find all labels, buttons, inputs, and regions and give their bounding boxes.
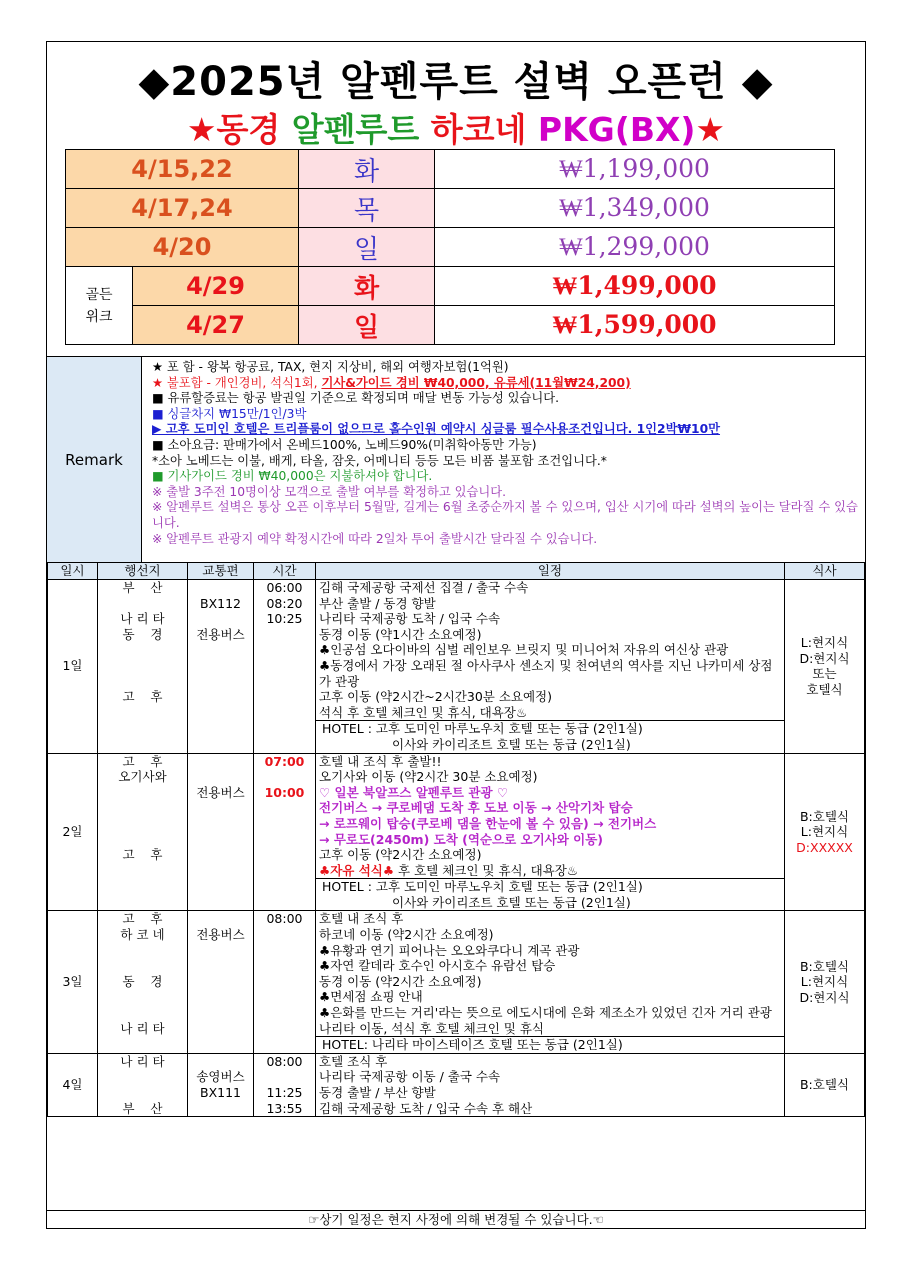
footer-note: ☞상기 일정은 현지 사정에 의해 변경될 수 있습니다.☜ — [47, 1210, 865, 1228]
star-icon: ★ — [695, 110, 726, 149]
price-row: 4/17,24 목 ₩1,349,000 — [66, 189, 835, 228]
star-icon: ★ — [186, 110, 217, 149]
remark-list: ★ 포 함 - 왕복 항공료, TAX, 현지 지상비, 해외 여행자보험(1억원) ★ 불포함 - 개인경비, 석식1회, 기사&가이드 경비 ₩40,000, 유류세(11월₩24,200) ■ 유류할증료는 항공 발권일 기준으로 확정되며 매달 변동 가능성 있습니다. ■ 싱글차지 ₩15만/1인/3박 ▶ 고후 도미인 호텔은 트리플룸이 없으므로 홀수인원 예약시 싱글룸 필수사용조건입니다. 1인2박₩10만 ■ 소아요금: 판매가에서 온베드100%, 노베드90%(미취학아동만 가능) *소아 노베드는 이불, 배게, 타올, 잠옷, 어메니티 등등 모든 비품 불포함 조건입니다.* ■ 기사가이드 경비 ₩40,000은 지불하셔야 합니다. ※ 출발 3주전 10명이상 모객으로 출발 여부를 확정하고 있습니다. ※ 알펜루트 설벽은 통상 오픈 이후부터 5월말, 길게는 6월 초중순까지 볼 수 있으며, 입산 시기에 따라 설벽의 높이는 달라질 수 있습니다. ※ 알펜루트 관광지 예약 확정시간에 따라 2일차 투어 출발시간 달라질 수 있습니다. — [152, 360, 858, 546]
itinerary-table — [47, 562, 865, 1117]
table-header: 일시 행선지 교통편 시간 일정 식사 — [48, 563, 865, 580]
remark-section — [47, 356, 865, 563]
remark-label: Remark — [47, 357, 142, 563]
itinerary-sheet — [46, 41, 866, 1229]
table-row: 2일 고 후 오기사와 고 후 전용버스 07:00 10:00 호텔 내 조식 후 출발!! 오기사와 이동 (약2시간 30분 소요예정) ♡ 일본 북알프스 알펜루트 관광 ♡ 전기버스 → 쿠로베댐 도착 후 도보 이동 → 산악기차 탑승 → 로프웨이 탑승(쿠로베 댐을 한눈에 볼 수 있음) → 전기버스 → 무로도(2450m) 도착 (역순으로 오기사와 이동) 고후 이동 (약2시간 소요예정) ♣자유 석식♣ 후 호텔 체크인 및 휴식, 대욕장♨ B:호텔식 L:현지식 D:XXXXX — [48, 753, 865, 879]
page-subtitle: ★동경 알펜루트 하코네 PKG(BX)★ — [186, 110, 726, 149]
price-row-golden: 골든 위크 4/29 화 ₩1,499,000 — [66, 267, 835, 306]
hotel-row: HOTEL : 고후 도미인 마루노우치 호텔 또는 동급 (2인1실) 이사와 카이리조트 호텔 또는 동급 (2인1실) — [48, 721, 865, 753]
page-title: ◆2025년 알펜루트 설벽 오픈런 ◆ — [138, 59, 774, 105]
price-table — [65, 149, 835, 345]
table-row: 4일 나 리 타 부 산 송영버스 BX111 08:00 11:25 13:55 호텔 조식 후 나리타 국제공항 이동 / 출국 수속 동경 출발 / 부산 향발 김해 국제공항 도착 / 입국 수속 후 해산 B:호텔식 — [48, 1053, 865, 1116]
table-row: 1일 부 산 나 리 타 동 경 고 후 BX112 전용버스 06:00 08:20 10:25 김해 국제공항 국제선 집결 / 출국 수속 부산 출발 / 동경 향발 나리타 국제공항 도착 / 입국 수속 동경 이동 (약1시간 소요예정) ♣인공섬 오다이바의 심벌 레인보우 브릿지 및 미니어처 자유의 여신상 관광 ♣동경에서 가장 오래된 절 아사쿠사 센소지 및 천여년의 역사를 지닌 나카미세 상점가 관광 고후 이동 (약2시간~2시간30분 소요예정) 석식 후 호텔 체크인 및 휴식, 대욕장♨ L:현지식 D:현지식 또는 호텔식 — [48, 580, 865, 721]
price-row-golden: 4/27 일 ₩1,599,000 — [66, 306, 835, 345]
golden-week-label: 골든 위크 — [66, 267, 133, 345]
table-row: 3일 고 후 하 코 네 동 경 나 리 타 전용버스 08:00 호텔 내 조식 후 하코네 이동 (약2시간 소요예정) ♣유황과 연기 피어나는 오오와쿠다니 계곡 관광 ♣자연 칼데라 호수인 아시호수 유람선 탑승 동경 이동 (약2시간 소요예정) ♣면세점 쇼핑 안내 ♣은화를 만드는 거리'라는 뜻으로 에도시대에 은화 제조소가 있었던 긴자 거리 관광 나리타 이동, 석식 후 호텔 체크인 및 휴식 B:호텔식 L:현지식 D:현지식 — [48, 911, 865, 1037]
hotel-row: HOTEL : 고후 도미인 마루노우치 호텔 또는 동급 (2인1실) 이사와 카이리조트 호텔 또는 동급 (2인1실) — [48, 879, 865, 911]
hotel-row: HOTEL: 나리타 마이스테이즈 호텔 또는 동급 (2인1실) — [48, 1037, 865, 1054]
price-row: 4/20 일 ₩1,299,000 — [66, 228, 835, 267]
price-row: 4/15,22 화 ₩1,199,000 — [66, 150, 835, 189]
